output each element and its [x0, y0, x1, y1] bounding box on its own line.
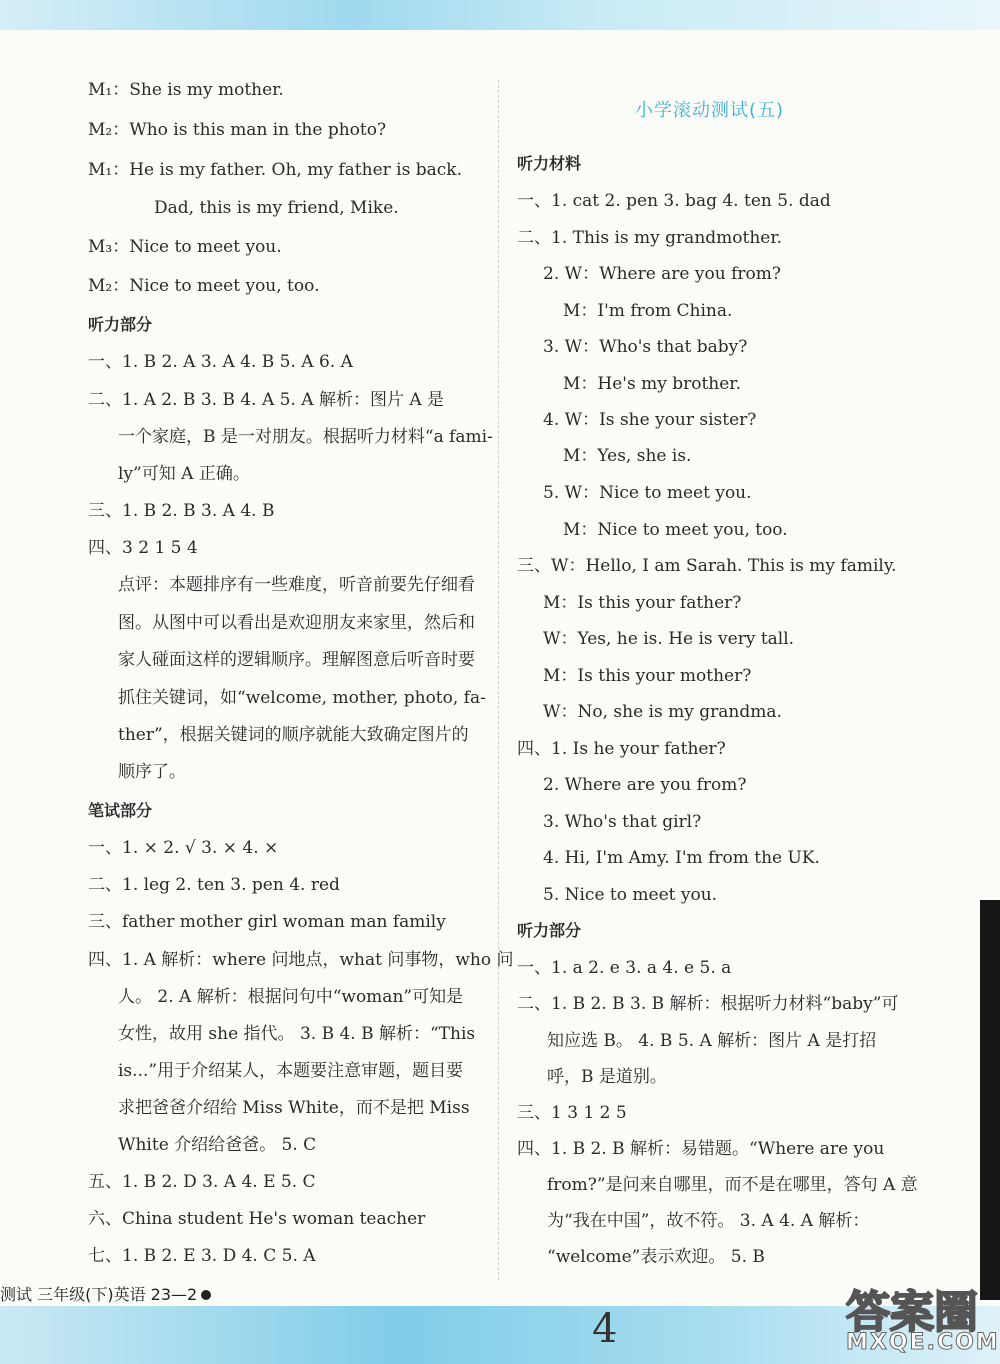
answer-line: 四、1. B 2. B 解析：易错题。“Where are you	[517, 1139, 885, 1159]
transcript-line: 5. Nice to meet you.	[543, 885, 718, 905]
transcript-line: M：He's my brother.	[563, 374, 741, 394]
answer-line: 为“我在中国”，故不符。 3. A 4. A 解析：	[547, 1211, 870, 1231]
section-title: 小学滚动测试(五)	[635, 100, 785, 121]
dialog-line: M₁：He is my father. Oh, my father is back.	[88, 160, 462, 180]
comment-line: 家人碰面这样的逻辑顺序。理解图意后听音时要	[118, 650, 475, 670]
transcript-line: 5. W：Nice to meet you.	[543, 483, 752, 503]
answer-line: 七、1. B 2. E 3. D 4. C 5. A	[88, 1246, 316, 1266]
comment-line: 点评：本题排序有一些难度，听音前要先仔细看	[118, 575, 475, 595]
answer-line: 女性，故用 she 指代。 3. B 4. B 解析：“This	[118, 1024, 476, 1044]
answer-line: 五、1. B 2. D 3. A 4. E 5. C	[88, 1172, 316, 1192]
answer-line: 一个家庭，B 是一对朋友。根据听力材料“a fami-	[118, 427, 493, 447]
answer-line: 一、1. B 2. A 3. A 4. B 5. A 6. A	[88, 352, 353, 372]
transcript-line: W：Yes, he is. He is very tall.	[543, 629, 795, 649]
transcript-line: W：No, she is my grandma.	[543, 702, 782, 722]
answer-line: ly”可知 A 正确。	[118, 464, 250, 484]
answer-line: White 介绍给爸爸。 5. C	[118, 1135, 317, 1155]
answer-line: 三、1 3 1 2 5	[517, 1103, 627, 1123]
transcript-line: 四、1. Is he your father?	[517, 739, 726, 759]
comment-line: 抓住关键词，如“welcome, mother, photo, fa-	[118, 688, 486, 708]
comment-line: 顺序了。	[118, 762, 186, 782]
watermark-logo: 答案圈	[846, 1287, 978, 1338]
answer-line: 二、1. leg 2. ten 3. pen 4. red	[88, 875, 340, 895]
dialog-line: M₁：She is my mother.	[88, 80, 284, 100]
section-heading: 笔试部分	[88, 801, 153, 820]
answer-line: is...”用于介绍某人，本题要注意审题，题目要	[118, 1061, 464, 1081]
answer-line: 一、1. × 2. √ 3. × 4. ×	[88, 838, 279, 858]
dialog-line: M₂：Who is this man in the photo?	[88, 120, 387, 140]
transcript-line: M：Is this your father?	[543, 593, 742, 613]
answer-line: 四、1. A 解析：where 问地点，what 问事物，who 问	[88, 950, 514, 970]
transcript-line: 3. Who's that girl?	[543, 812, 702, 832]
transcript-line: 3. W：Who's that baby?	[543, 337, 748, 357]
transcript-line: M：I'm from China.	[563, 301, 733, 321]
section-heading: 听力材料	[517, 154, 582, 173]
top-decor-band	[0, 0, 1000, 30]
dialog-line: M₂：Nice to meet you, too.	[88, 276, 320, 296]
transcript-line: 2. W：Where are you from?	[543, 264, 781, 284]
footer-text: 测试 三年级(下)英语 23—2	[0, 1285, 198, 1304]
transcript-line: M：Nice to meet you, too.	[563, 520, 788, 540]
answer-line: from?”是问来自哪里，而不是在哪里，答句 A 意	[547, 1175, 918, 1195]
page-footer	[0, 1282, 211, 1305]
transcript-line: 二、1. This is my grandmother.	[517, 228, 783, 248]
answer-line: 人。 2. A 解析：根据问句中“woman”可知是	[118, 987, 464, 1007]
transcript-line: 三、W：Hello, I am Sarah. This is my family.	[517, 556, 897, 576]
dialog-line: Dad, this is my friend, Mike.	[154, 198, 399, 218]
watermark-url: MXQE.COM	[846, 1330, 1000, 1355]
answer-line: 呼，B 是道别。	[547, 1067, 667, 1087]
answer-line: 知应选 B。 4. B 5. A 解析：图片 A 是打招	[547, 1031, 877, 1051]
answer-line: 二、1. B 2. B 3. B 解析：根据听力材料“baby”可	[517, 994, 899, 1014]
dialog-line: M₃：Nice to meet you.	[88, 237, 282, 257]
transcript-line: 4. Hi, I'm Amy. I'm from the UK.	[543, 848, 820, 868]
answer-line: 三、1. B 2. B 3. A 4. B	[88, 501, 275, 521]
transcript-line: M：Yes, she is.	[563, 446, 692, 466]
answer-line: 三、father mother girl woman man family	[88, 912, 446, 932]
column-divider	[498, 80, 499, 1280]
handwritten-page-number: 4	[592, 1306, 618, 1352]
answer-line: 一、1. a 2. e 3. a 4. e 5. a	[517, 958, 732, 978]
transcript-line: 一、1. cat 2. pen 3. bag 4. ten 5. dad	[517, 191, 831, 211]
answer-line: 四、3 2 1 5 4	[88, 538, 198, 558]
bullet-icon	[201, 1290, 211, 1300]
answer-line: 六、China student He's woman teacher	[88, 1209, 426, 1229]
section-heading: 听力部分	[88, 315, 153, 334]
answer-line: 求把爸爸介绍给 Miss White，而不是把 Miss	[118, 1098, 470, 1118]
answer-line: 二、1. A 2. B 3. B 4. A 5. A 解析：图片 A 是	[88, 390, 445, 410]
transcript-line: 2. Where are you from?	[543, 775, 747, 795]
section-heading: 听力部分	[517, 921, 582, 940]
answer-line: “welcome”表示欢迎。 5. B	[547, 1247, 765, 1267]
page-edge-tab	[980, 900, 1000, 1300]
comment-line: 图。从图中可以看出是欢迎朋友来家里，然后和	[118, 613, 475, 633]
comment-line: ther”，根据关键词的顺序就能大致确定图片的	[118, 725, 469, 745]
transcript-line: 4. W：Is she your sister?	[543, 410, 757, 430]
transcript-line: M：Is this your mother?	[543, 666, 752, 686]
